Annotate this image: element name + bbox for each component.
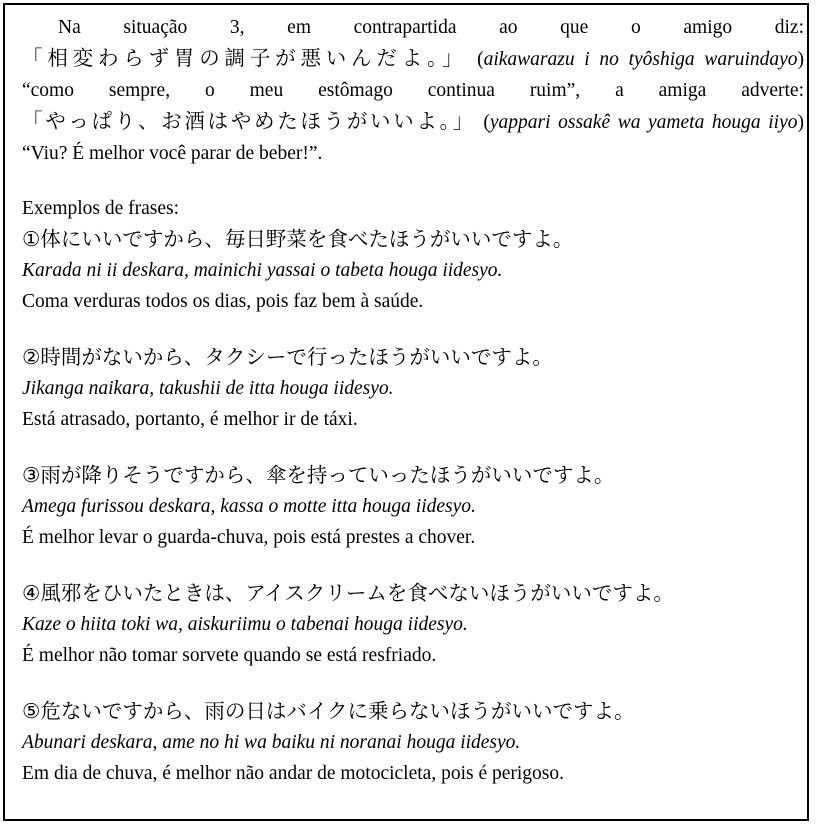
example-item bbox=[22, 578, 804, 671]
examples-heading: Exemplos de frases: bbox=[22, 198, 180, 219]
example-romaji: Amega furissou deskara, kassa o motte itta houga iidesyo. bbox=[22, 496, 476, 517]
intro-paragraph bbox=[22, 12, 804, 169]
example-romaji: Kaze o hiita toki wa, aiskuriimu o tabenai houga iidesyo. bbox=[22, 614, 468, 635]
example-japanese: ①体にいいですから、毎日野菜を食べたほうがいいですよ。 bbox=[22, 227, 574, 251]
example-japanese: ⑤危ないですから、雨の日はバイクに乗らないほうがいいですよ。 bbox=[22, 699, 635, 723]
example-portuguese: É melhor levar o guarda-chuva, pois está prestes a chover. bbox=[22, 527, 476, 548]
example-item bbox=[22, 224, 804, 317]
romaji-1-text: aikawarazu i no tyôshiga waruindayo bbox=[483, 49, 798, 70]
intro-line-2 bbox=[22, 43, 804, 75]
intro-line-3: “como sempre, o meu estômago continua ruim”, a amiga adverte: bbox=[22, 80, 804, 101]
example-portuguese: É melhor não tomar sorvete quando se está resfriado. bbox=[22, 645, 437, 666]
intro-line-5: “Viu? É melhor você parar de beber!”. bbox=[22, 143, 323, 164]
example-portuguese: Está atrasado, portanto, é melhor ir de táxi. bbox=[22, 409, 358, 430]
example-romaji: Jikanga naikara, takushii de itta houga iidesyo. bbox=[22, 378, 394, 399]
example-portuguese: Coma verduras todos os dias, pois faz bem à saúde. bbox=[22, 291, 424, 312]
document-body bbox=[22, 12, 804, 789]
examples-list bbox=[22, 224, 804, 789]
example-japanese: ④風邪をひいたときは、アイスクリームを食べないほうがいいですよ。 bbox=[22, 581, 674, 605]
intro-line-4 bbox=[22, 106, 804, 138]
example-item bbox=[22, 696, 804, 789]
example-item bbox=[22, 342, 804, 435]
quote-jp-1: 「相変わらず胃の調子が悪いんだよ。」 bbox=[22, 46, 468, 70]
example-japanese: ②時間がないから、タクシーで行ったほうがいいですよ。 bbox=[22, 345, 553, 369]
romaji-2-text: yappari ossakê wa yameta houga iiyo bbox=[489, 112, 798, 133]
example-item bbox=[22, 460, 804, 553]
intro-line-1: Na situação 3, em contrapartida ao que o amigo diz: bbox=[58, 17, 804, 38]
example-romaji: Karada ni ii deskara, mainichi yassai o tabeta houga iidesyo. bbox=[22, 260, 503, 281]
example-romaji: Abunari deskara, ame no hi wa baiku ni noranai houga iidesyo. bbox=[22, 732, 521, 753]
example-portuguese: Em dia de chuva, é melhor não andar de motocicleta, pois é perigoso. bbox=[22, 763, 565, 784]
example-japanese: ③雨が降りそうですから、傘を持っていったほうがいいですよ。 bbox=[22, 463, 615, 487]
romaji-1: (aikawarazu i no tyôshiga waruindayo) bbox=[477, 49, 805, 70]
romaji-2: (yappari ossakê wa yameta houga iiyo) bbox=[483, 112, 804, 133]
quote-jp-2: 「やっぱり、お酒はやめたほうがいいよ。」 bbox=[22, 109, 476, 133]
